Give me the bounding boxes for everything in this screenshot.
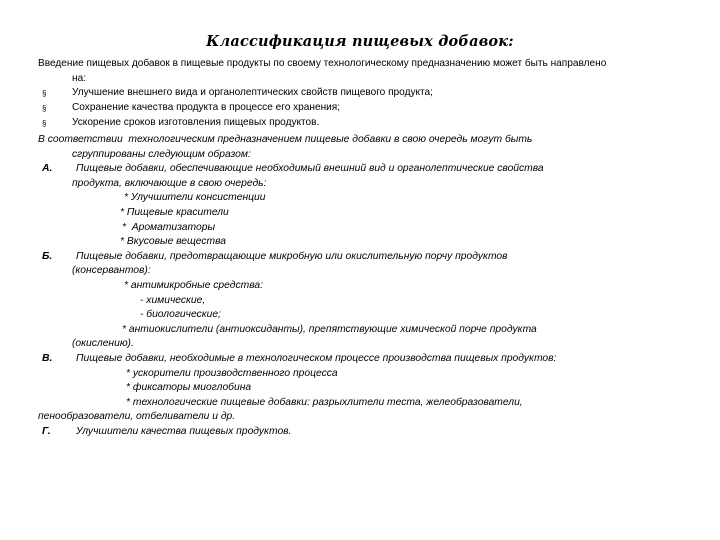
lead-paragraph-line-2: сгруппированы следующим образом:	[72, 148, 251, 160]
section-b-subitem-1: - химические,	[140, 294, 206, 306]
section-g-body	[72, 425, 692, 440]
section-v-item-3-continuation: пенообразователи, отбеливатели и др.	[38, 411, 236, 423]
section-b-subitem-2: - биологические;	[140, 309, 221, 321]
list-item	[38, 86, 692, 101]
section-b-letter: Б.	[42, 250, 53, 262]
square-bullet-icon: §	[42, 89, 47, 98]
section-b-item-2-continuation: (окислению).	[72, 338, 134, 350]
document-body	[38, 57, 692, 439]
section-b-line-1: Пищевые добавки, предотвращающие микробную или окислительную порчу продуктов	[76, 250, 508, 262]
section-v-body	[72, 352, 692, 367]
section-a-body	[72, 162, 692, 191]
section-v-item-3: * технологические пищевые добавки: разрыхлители теста, желеобразователи,	[126, 396, 523, 408]
square-bullet-icon: §	[42, 119, 47, 128]
section-v-item-1: * ускорители производственного процесса	[126, 367, 338, 379]
section-a-item-2: * Пищевые красители	[120, 206, 229, 218]
section-b-item-2: * антиокислители (антиоксиданты), препятствующие химической порче продукта	[122, 323, 537, 335]
section-b-line-2: (консервантов):	[72, 265, 151, 277]
section-b-item-1: * антимикробные средства:	[124, 279, 263, 291]
section-a	[38, 162, 692, 191]
list-item-label: Ускорение сроков изготовления пищевых продуктов.	[72, 117, 320, 128]
section-v-item-2: * фиксаторы миоглобина	[126, 382, 252, 394]
section-a-item-3: * Ароматизаторы	[122, 221, 216, 233]
section-a-line-2: продукта, включающие в свою очередь:	[72, 177, 267, 189]
section-g-line-1: Улучшители качества пищевых продуктов.	[76, 425, 292, 437]
section-a-line-1: Пищевые добавки, обеспечивающие необходимый внешний вид и органолептические свойства	[76, 163, 544, 175]
section-b	[38, 250, 692, 279]
section-a-letter: А.	[42, 163, 53, 175]
list-item-label: Улучшение внешнего вида и органолептических свойств пищевого продукта;	[72, 87, 433, 98]
section-b-body	[72, 250, 692, 279]
page-title: Классификация пищевых добавок:	[206, 33, 514, 50]
intro-paragraph-line-1: Введение пищевых добавок в пищевые продукты по своему технологическому предназначению может быть направлено	[38, 58, 607, 69]
section-g-letter: Г.	[42, 425, 51, 437]
list-item-label: Сохранение качества продукта в процессе его хранения;	[72, 102, 341, 113]
list-item	[38, 101, 692, 116]
list-item	[38, 116, 692, 131]
square-bullet-icon: §	[42, 104, 47, 113]
section-a-item-1: * Улучшители консистенции	[124, 192, 266, 204]
lead-paragraph-line-1: В соответствии технологическим предназначением пищевые добавки в свою очередь могут быть	[38, 134, 533, 145]
section-g	[38, 425, 692, 440]
section-v-letter: В.	[42, 352, 53, 364]
section-v	[38, 352, 692, 367]
section-v-line-1: Пищевые добавки, необходимые в технологическом процессе производства пищевых продуктов:	[76, 352, 557, 364]
section-a-item-4: * Вкусовые вещества	[120, 236, 227, 248]
intro-paragraph-line-2: на:	[72, 72, 86, 84]
